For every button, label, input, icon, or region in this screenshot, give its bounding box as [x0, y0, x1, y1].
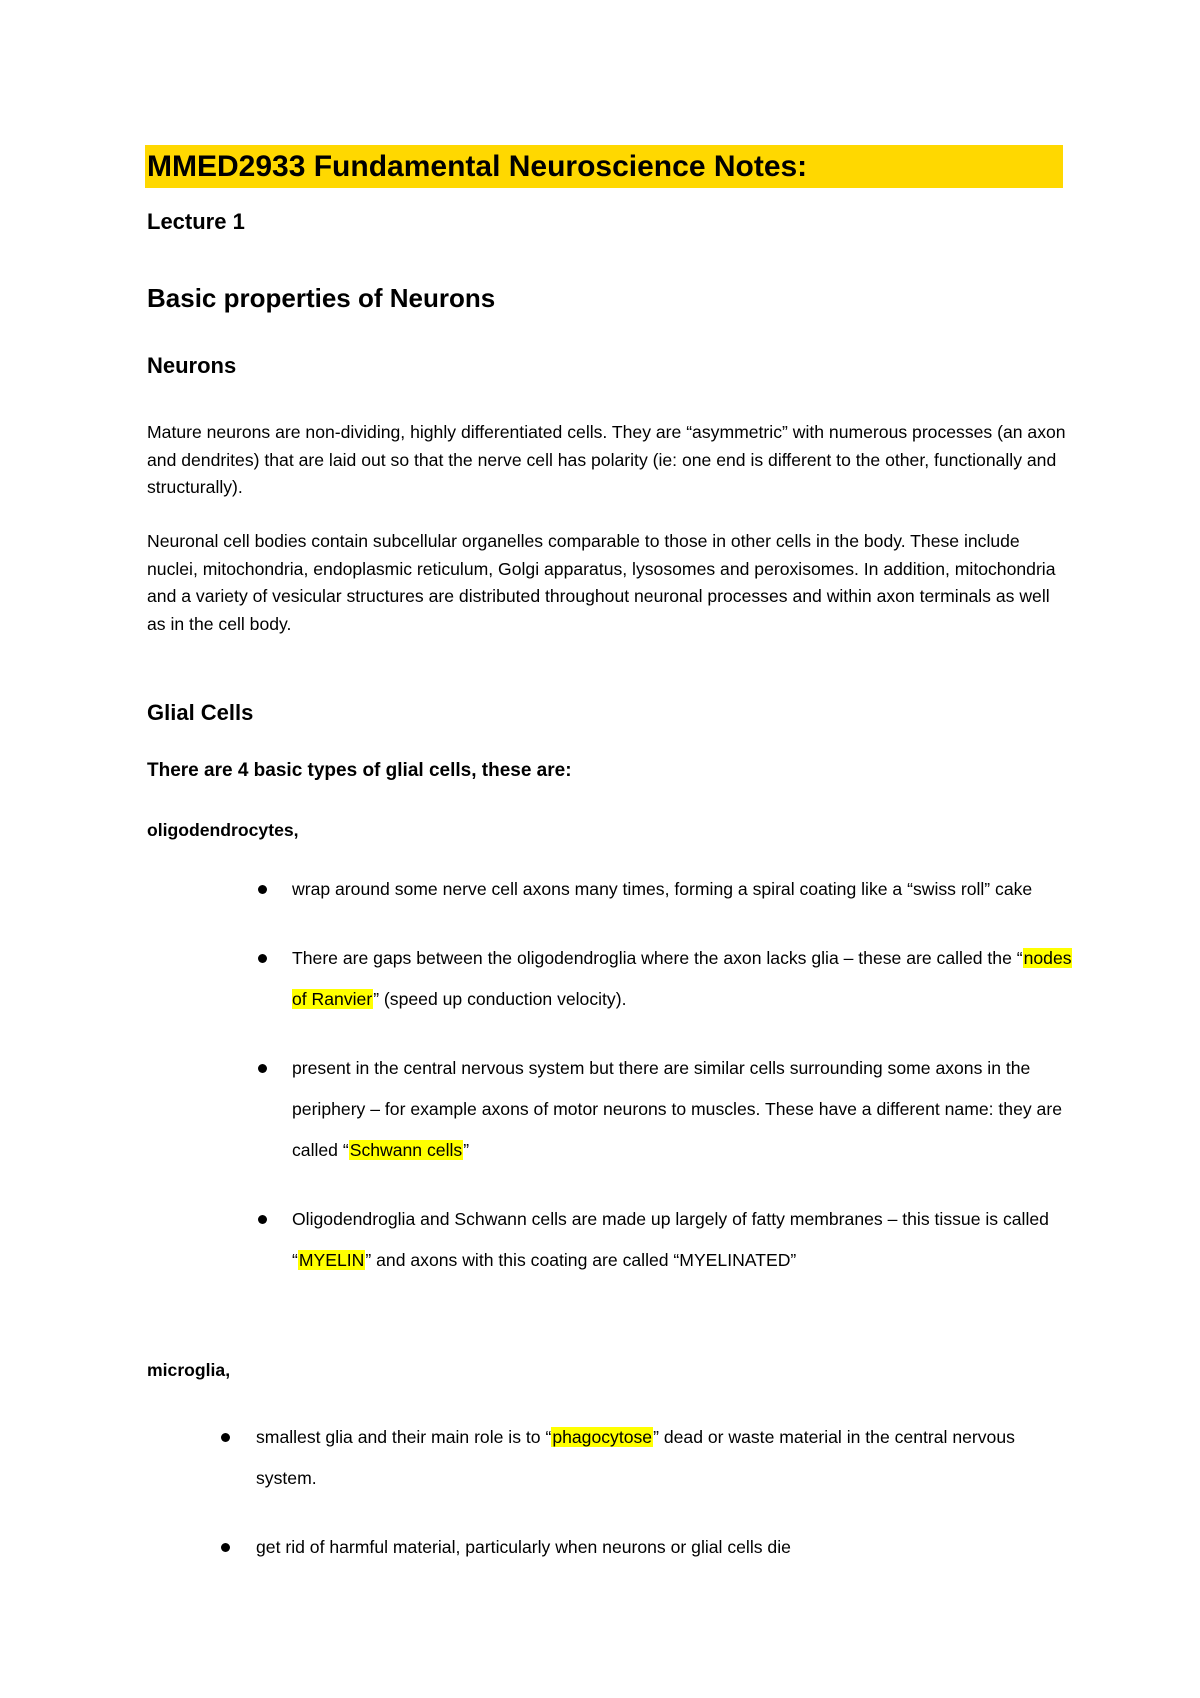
bullet-text: present in the central nervous system but there are similar cells surrounding some axons in the periphery – for example axons of motor neurons to muscles. These have a different name: they are called “: [292, 1058, 1062, 1160]
list-item: [256, 1527, 1066, 1568]
bullet-text: ” (speed up conduction velocity).: [373, 989, 627, 1009]
bullet-text: ” dead or waste material in the central nervous system.: [256, 1427, 1015, 1488]
oligodendrocytes-list: [292, 869, 1072, 1281]
bullet-icon: [258, 885, 267, 894]
glial-heading: Glial Cells: [147, 700, 254, 725]
bullet-text: Oligodendroglia and Schwann cells are made up largely of fatty membranes – this tissue is called “: [292, 1209, 1049, 1270]
bullet-icon: [221, 1433, 230, 1442]
bullet-text: There are gaps between the oligodendroglia where the axon lacks glia – these are called the “: [292, 948, 1023, 968]
bullet-text: get rid of harmful material, particularly when neurons or glial cells die: [256, 1537, 791, 1557]
microglia-label: microglia,: [147, 1360, 231, 1380]
bullet-text: smallest glia and their main role is to “: [256, 1427, 552, 1447]
highlighted-term: Schwann cells: [349, 1140, 463, 1160]
list-item: [256, 1417, 1066, 1499]
bullet-text: ”: [463, 1140, 470, 1160]
list-item: [292, 938, 1072, 1020]
neurons-heading: Neurons: [147, 353, 237, 378]
highlighted-term: nodes of Ranvier: [292, 948, 1072, 1009]
list-item: [292, 1199, 1072, 1281]
bullet-icon: [258, 1215, 267, 1224]
bullet-text: wrap around some nerve cell axons many times, forming a spiral coating like a “swiss roll” cake: [292, 879, 1033, 899]
highlighted-term: MYELIN: [298, 1250, 365, 1270]
bullet-text: ” and axons with this coating are called “MYELINATED”: [365, 1250, 797, 1270]
neurons-paragraph-2: Neuronal cell bodies contain subcellular organelles comparable to those in other cells in the body. These include nuclei, mitochondria, endoplasmic reticulum, Golgi apparatus, lysosomes and peroxisomes. In addition, mitochondria and a variety of vesicular structures are distributed throughout neuronal processes and within axon terminals as well as in the cell body.: [147, 531, 1056, 634]
document-title: MMED2933 Fundamental Neuroscience Notes:: [147, 150, 808, 183]
glial-intro: There are 4 basic types of glial cells, these are:: [147, 760, 572, 781]
highlighted-term: phagocytose: [552, 1427, 653, 1447]
section-title: Basic properties of Neurons: [147, 283, 496, 313]
oligodendrocytes-label: oligodendrocytes,: [147, 820, 299, 840]
bullet-icon: [258, 954, 267, 963]
list-item: [292, 869, 1072, 910]
list-item: [292, 1048, 1072, 1171]
bullet-icon: [221, 1543, 230, 1552]
neurons-paragraph-1: Mature neurons are non-dividing, highly differentiated cells. They are “asymmetric” with numerous processes (an axon and dendrites) that are laid out so that the nerve cell has polarity (ie: one end is different to the other, functionally and structurally).: [147, 422, 1066, 497]
lecture-label: Lecture 1: [147, 209, 245, 234]
bullet-icon: [258, 1064, 267, 1073]
microglia-list: [256, 1417, 1066, 1568]
